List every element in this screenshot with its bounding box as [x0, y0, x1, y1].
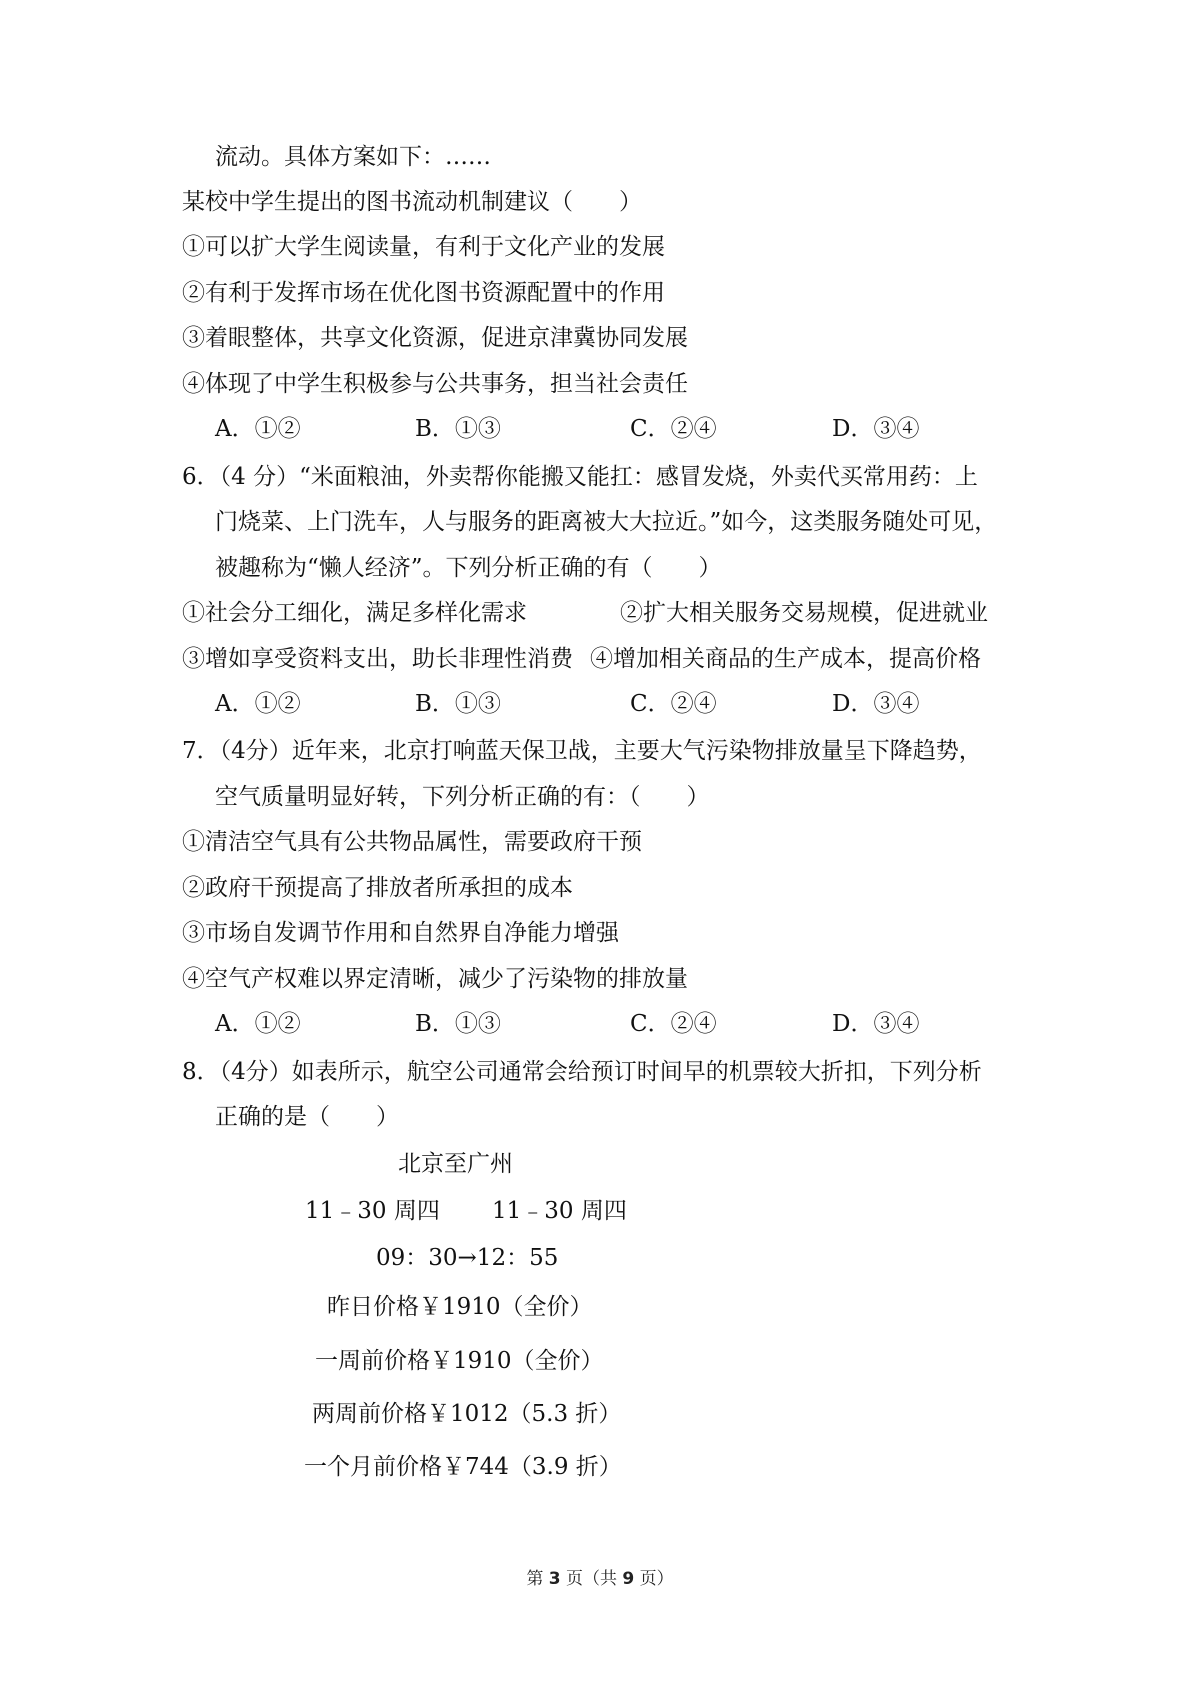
q6-option-b: B．①③: [415, 691, 501, 717]
q5-item-4: ④体现了中学生积极参与公共事务，担当社会责任: [182, 371, 688, 397]
table-depart-date: 11﹣30 周四: [305, 1198, 440, 1224]
q6-item-3: ③增如享受资料支出，助长非理性消费: [182, 646, 573, 672]
page-footer: [0, 1564, 1200, 1589]
q6-option-d: D．③④: [832, 691, 920, 717]
q7-option-c: C．②④: [630, 1011, 717, 1037]
q6-line-3: 被趣称为“懒人经济”。下列分析正确的有（ ）: [215, 555, 722, 581]
q6-item-2: ②扩大相关服务交易规模，促进就业: [620, 600, 988, 626]
table-price-one-week: 一周前价格￥1910（全价）: [315, 1348, 604, 1374]
q7-option-d: D．③④: [832, 1011, 920, 1037]
q5-item-3: ③着眼整体，共享文化资源，促进京津冀协同发展: [182, 325, 688, 351]
q7-item-1: ①清洁空气具有公共物品属性，需要政府干预: [182, 829, 642, 855]
q5-option-a: A．①②: [215, 416, 301, 442]
footer-suffix: 页）: [634, 1569, 674, 1589]
q6-option-a: A．①②: [215, 691, 301, 717]
q6-line-1: 6．（4 分）“米面粮油，外卖帮你能搬又能扛：感冒发烧，外卖代买常用药：上: [182, 464, 978, 490]
q7-option-a: A．①②: [215, 1011, 301, 1037]
q8-line-1: 8．（4分）如表所示，航空公司通常会给预订时间早的机票较大折扣，下列分析: [182, 1059, 982, 1085]
q7-line-2: 空气质量明显好转，下列分析正确的有：（ ）: [215, 784, 710, 810]
footer-total-pages: 9: [622, 1569, 635, 1589]
footer-page-number: 3: [548, 1569, 561, 1589]
footer-prefix: 第: [526, 1569, 549, 1589]
q6-item-1: ①社会分工细化，满足多样化需求: [182, 600, 527, 626]
q7-item-2: ②政府干预提高了排放者所承担的成本: [182, 875, 573, 901]
footer-mid: 页（共: [560, 1569, 623, 1589]
q5-option-b: B．①③: [415, 416, 501, 442]
table-flight-time: 09：30→12：55: [376, 1245, 559, 1271]
q6-option-c: C．②④: [630, 691, 717, 717]
q5-item-1: ①可以扩大学生阅读量，有利于文化产业的发展: [182, 234, 665, 260]
q6-item-4: ④增加相关商品的生产成本，提高价格: [590, 646, 981, 672]
q7-item-4: ④空气产权难以界定清晰，减少了污染物的排放量: [182, 966, 688, 992]
q7-line-1: 7．（4分）近年来，北京打响蓝天保卫战，主要大气污染物排放量呈下降趋势，: [182, 738, 982, 764]
q8-line-2: 正确的是（ ）: [215, 1104, 399, 1130]
q7-option-b: B．①③: [415, 1011, 501, 1037]
q5-option-d: D．③④: [832, 416, 920, 442]
q5-stem: 某校中学生提出的图书流动机制建议（ ）: [182, 189, 642, 215]
table-price-two-weeks: 两周前价格￥1012（5.3 折）: [312, 1401, 622, 1427]
q5-item-2: ②有利于发挥市场在优化图书资源配置中的作用: [182, 280, 665, 306]
table-price-one-month: 一个月前价格￥744（3.9 折）: [304, 1454, 622, 1480]
q7-item-3: ③市场自发调节作用和自然界自净能力增强: [182, 920, 619, 946]
q5-continuation: 流动。具体方案如下：……: [215, 144, 491, 170]
q6-line-2: 门烧菜、上门洗车，人与服务的距离被大大拉近。”如今，这类服务随处可见，: [215, 509, 998, 535]
q5-option-c: C．②④: [630, 416, 717, 442]
table-price-yesterday: 昨日价格￥1910（全价）: [327, 1294, 593, 1320]
table-route: 北京至广州: [398, 1151, 513, 1177]
table-arrive-date: 11﹣30 周四: [492, 1198, 627, 1224]
